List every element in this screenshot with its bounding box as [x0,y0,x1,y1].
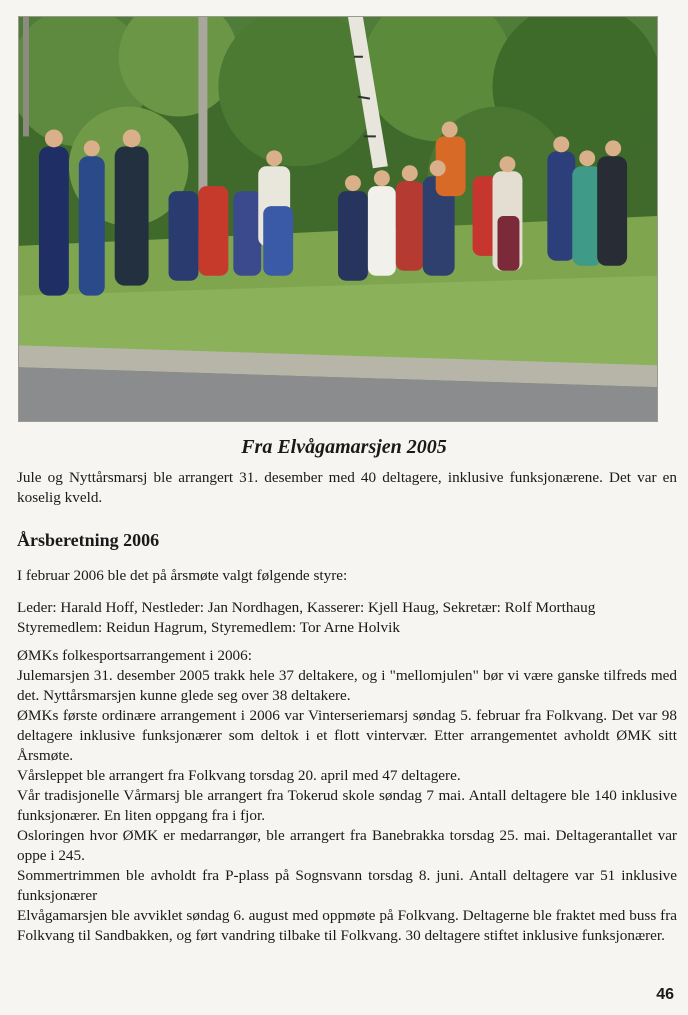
intro-text: Jule og Nyttårsmarsj ble arrangert 31. desember med 40 deltagere, inklusive funksjonærene. Det var en koselig kveld. [17,469,677,506]
board-line-2: Styremedlem: Reidun Hagrum, Styremedlem: Tor Arne Holvik [17,619,400,636]
event-item: ØMKs første ordinære arrangement i 2006 var Vinterseriemarsj søndag 5. februar fra Folkvang. Det var 98 deltagere inklusive funksjonærer som deltok i et flott vintervær. Etter arrangementet avholdt ØMK sitt Årsmøte. [17,707,677,764]
group-photo [18,16,658,422]
election-paragraph [17,566,677,586]
event-item: Julemarsjen 31. desember 2005 trakk hele 37 deltakere, og i "mellomjulen" bør vi være ganske tilfreds med det. Nyttårsmarsjen kunne glede seg over 38 deltakere. [17,667,677,704]
events-intro: ØMKs folkesportsarrangement i 2006: [17,647,252,664]
page-number: 46 [656,986,674,1003]
event-item: Vårsleppet ble arrangert fra Folkvang torsdag 20. april med 47 deltagere. [17,767,461,784]
group-photo-illustration [19,17,657,421]
event-item: Elvågamarsjen ble avviklet søndag 6. august med oppmøte på Folkvang. Deltagerne ble fraktet med buss fra Folkvang til Sandbakken, og ført vandring tilbake til Folkvang. 30 deltagere stiftet inklusive funksjonærer. [17,907,677,944]
section-heading: Årsberetning 2006 [17,530,160,550]
event-item: Sommertrimmen ble avholdt fra P-plass på Sognsvann torsdag 8. juni. Antall deltagere var 51 inklusive funksjonærer [17,867,677,904]
board-line-1: Leder: Harald Hoff, Nestleder: Jan Nordhagen, Kasserer: Kjell Haug, Sekretær: Rolf Morthaug [17,599,596,616]
events-section [17,646,677,946]
election-text: I februar 2006 ble det på årsmøte valgt følgende styre: [17,567,348,584]
event-item: Osloringen hvor ØMK er medarrangør, ble arrangert fra Banebrakka torsdag 25. mai. Deltagerantallet var oppe i 245. [17,827,677,864]
event-item: Vår tradisjonelle Vårmarsj ble arrangert fra Tokerud skole søndag 7 mai. Antall deltagere ble 140 inklusive funksjonærer. En liten oppgang fra i fjor. [17,787,677,824]
photo-caption: Fra Elvågamarsjen 2005 [241,436,447,458]
board-paragraph [17,598,677,638]
intro-paragraph [17,468,677,508]
